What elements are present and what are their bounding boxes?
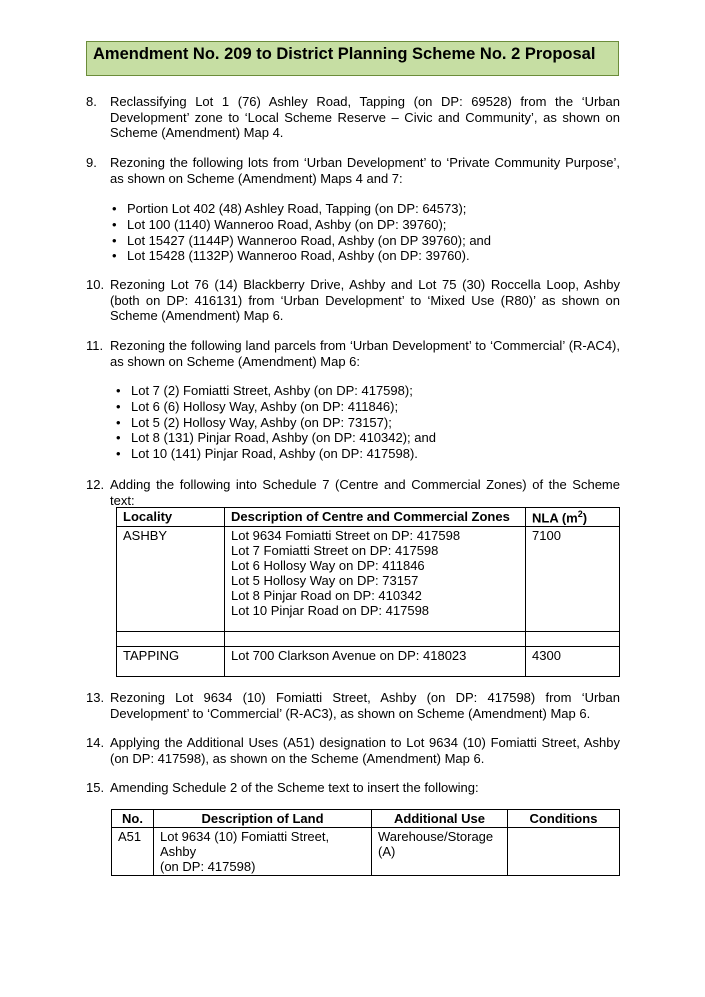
column-header-description: Description of Centre and Commercial Zones bbox=[225, 508, 526, 527]
list-item bbox=[86, 735, 620, 766]
bullet-item: • Lot 8 (131) Pinjar Road, Ashby (on DP: 410342); and bbox=[114, 430, 436, 446]
item-number: 13. bbox=[86, 690, 105, 705]
column-header-description: Description of Land bbox=[154, 810, 372, 828]
item-number: 15. bbox=[86, 780, 105, 795]
list-item bbox=[86, 780, 620, 796]
column-header-no: No. bbox=[112, 810, 154, 828]
schedule-2-table bbox=[111, 809, 620, 876]
item-text: Rezoning the following lots from ‘Urban Development’ to ‘Private Community Purpose’, as shown on Scheme (Amendment) Maps 4 and 7: bbox=[110, 155, 620, 186]
table-row bbox=[117, 527, 620, 632]
item-number: 9. bbox=[86, 155, 97, 170]
column-header-conditions: Conditions bbox=[508, 810, 620, 828]
list-item bbox=[86, 277, 620, 324]
list-item bbox=[86, 690, 620, 721]
column-header-locality: Locality bbox=[117, 508, 225, 527]
conditions-cell bbox=[508, 828, 620, 876]
bullet-item: • Lot 7 (2) Fomiatti Street, Ashby (on DP: 417598); bbox=[114, 383, 436, 399]
item-text: Amending Schedule 2 of the Scheme text to insert the following: bbox=[110, 780, 479, 795]
list-item bbox=[86, 94, 620, 141]
schedule-7-table bbox=[116, 507, 620, 677]
nla-cell: 4300 bbox=[526, 647, 620, 677]
table-row-empty bbox=[117, 632, 620, 647]
table-row bbox=[117, 647, 620, 677]
description-cell: Lot 700 Clarkson Avenue on DP: 418023 bbox=[225, 647, 526, 677]
bullet-item: • Lot 6 (6) Hollosy Way, Ashby (on DP: 411846); bbox=[114, 399, 436, 415]
item-text: Reclassifying Lot 1 (76) Ashley Road, Tapping (on DP: 69528) from the ‘Urban Development’ zone to ‘Local Scheme Reserve – Civic and Community’, as shown on Scheme (Amendment) Map 4. bbox=[110, 94, 620, 140]
no-cell: A51 bbox=[112, 828, 154, 876]
bullet-item: • Lot 15428 (1132P) Wanneroo Road, Ashby (on DP: 39760). bbox=[110, 248, 491, 264]
additional-use-cell: Warehouse/Storage (A) bbox=[372, 828, 508, 876]
nla-cell: 7100 bbox=[526, 527, 620, 632]
bullet-list bbox=[114, 383, 436, 462]
list-item bbox=[86, 338, 620, 369]
locality-cell: TAPPING bbox=[117, 647, 225, 677]
column-header-nla: NLA $(m^2)$ bbox=[526, 508, 620, 527]
item-text: Applying the Additional Uses (A51) designation to Lot 9634 (10) Fomiatti Street, Ashby (on DP: 417598), as shown on the Scheme (Amendment) Map 6. bbox=[110, 735, 620, 766]
title-banner bbox=[86, 41, 619, 76]
item-number: 14. bbox=[86, 735, 105, 750]
item-number: 12. bbox=[86, 477, 105, 492]
item-text: Adding the following into Schedule 7 (Centre and Commercial Zones) of the Scheme text: bbox=[110, 477, 620, 508]
bullet-item: • Lot 100 (1140) Wanneroo Road, Ashby (on DP: 39760); bbox=[110, 217, 491, 233]
locality-cell: ASHBY bbox=[117, 527, 225, 632]
item-text: Rezoning Lot 9634 (10) Fomiatti Street, Ashby (on DP: 417598) from ‘Urban Development’ to ‘Commercial’ (R-AC3), as shown on Scheme (Amendment) Map 6. bbox=[110, 690, 620, 721]
page-title: Amendment No. 209 to District Planning Scheme No. 2 Proposal bbox=[93, 45, 596, 63]
description-cell: Lot 9634 (10) Fomiatti Street, Ashby (on DP: 417598) bbox=[154, 828, 372, 876]
item-number: 8. bbox=[86, 94, 97, 109]
item-text: Rezoning the following land parcels from ‘Urban Development’ to ‘Commercial’ (R-AC4), as shown on Scheme (Amendment) Map 6: bbox=[110, 338, 620, 369]
bullet-item: • Portion Lot 402 (48) Ashley Road, Tapping (on DP: 64573); bbox=[110, 201, 491, 217]
table-header-row bbox=[117, 508, 620, 527]
column-header-additional-use: Additional Use bbox=[372, 810, 508, 828]
bullet-item: • Lot 5 (2) Hollosy Way, Ashby (on DP: 73157); bbox=[114, 415, 436, 431]
bullet-item: • Lot 10 (141) Pinjar Road, Ashby (on DP: 417598). bbox=[114, 446, 436, 462]
item-number: 11. bbox=[86, 338, 104, 353]
bullet-item: • Lot 15427 (1144P) Wanneroo Road, Ashby (on DP 39760); and bbox=[110, 233, 491, 249]
item-number: 10. bbox=[86, 277, 105, 292]
description-cell: Lot 9634 Fomiatti Street on DP: 417598 Lot 7 Fomiatti Street on DP: 417598 Lot 6 Hollosy Way on DP: 411846 Lot 5 Hollosy Way on DP: 73157 Lot 8 Pinjar Road on DP: 410342 Lot 10 Pinjar Road on DP: 417598 bbox=[225, 527, 526, 632]
item-text: Rezoning Lot 76 (14) Blackberry Drive, Ashby and Lot 75 (30) Roccella Loop, Ashby (both on DP: 416131) from ‘Urban Development’ to ‘Mixed Use (R80)’ as shown on Scheme (Amendment) Map 6. bbox=[110, 277, 620, 323]
list-item bbox=[86, 155, 620, 186]
list-item bbox=[86, 477, 620, 508]
table-row bbox=[112, 828, 620, 876]
bullet-list bbox=[110, 201, 491, 264]
table-header-row bbox=[112, 810, 620, 828]
